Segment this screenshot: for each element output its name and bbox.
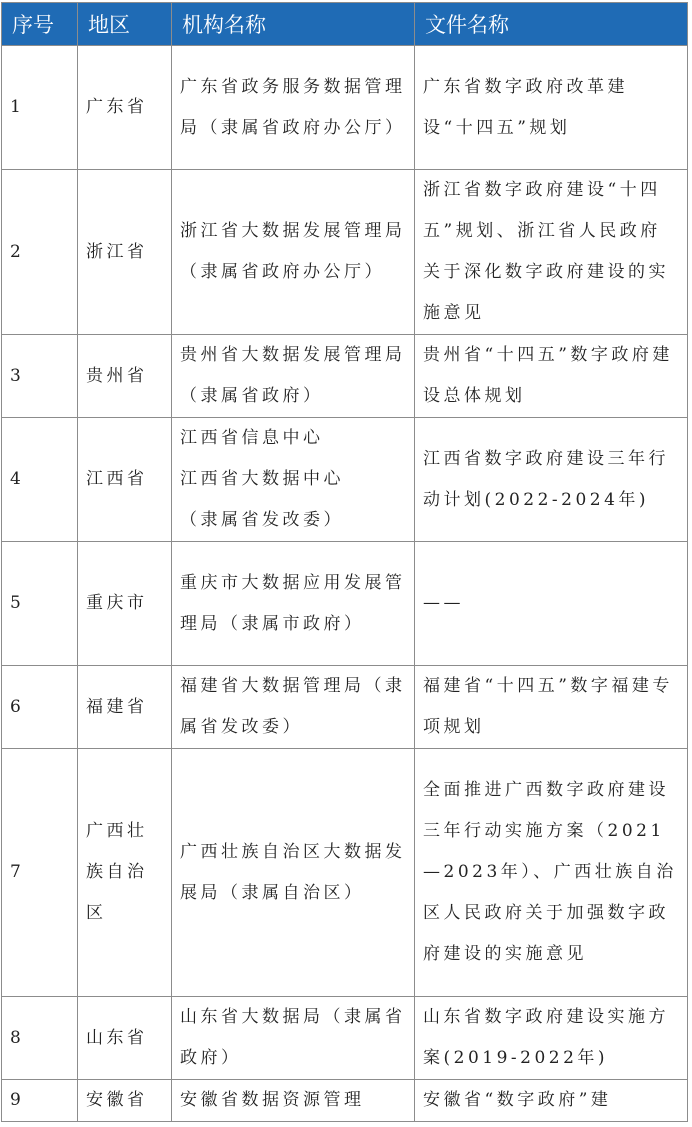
row-document: —— <box>415 542 688 666</box>
row-region: 福建省 <box>78 666 172 749</box>
row-region: 广西壮族自治区 <box>78 749 172 997</box>
row-document: 贵州省“十四五”数字政府建设总体规划 <box>415 335 688 418</box>
row-document: 山东省数字政府建设实施方案(2019-2022年) <box>415 997 688 1080</box>
table-row <box>2 666 688 749</box>
row-number: 4 <box>2 418 78 542</box>
row-number: 9 <box>2 1080 78 1122</box>
row-document: 浙江省数字政府建设“十四五”规划、浙江省人民政府关于深化数字政府建设的实施意见 <box>415 170 688 335</box>
row-region: 安徽省 <box>78 1080 172 1122</box>
header-region: 地区 <box>78 3 172 46</box>
table-header-row <box>2 3 688 46</box>
header-document: 文件名称 <box>415 3 688 46</box>
row-number: 3 <box>2 335 78 418</box>
row-region: 浙江省 <box>78 170 172 335</box>
row-organization: 山东省大数据局（隶属省政府） <box>172 997 415 1080</box>
row-region: 贵州省 <box>78 335 172 418</box>
row-organization: 广东省政务服务数据管理局（隶属省政府办公厅） <box>172 46 415 170</box>
table-row <box>2 170 688 335</box>
row-document: 江西省数字政府建设三年行动计划(2022-2024年) <box>415 418 688 542</box>
row-region: 重庆市 <box>78 542 172 666</box>
table-row <box>2 997 688 1080</box>
table-row <box>2 1080 688 1122</box>
row-document: 福建省“十四五”数字福建专项规划 <box>415 666 688 749</box>
row-organization: 福建省大数据管理局（隶属省发改委） <box>172 666 415 749</box>
row-region: 广东省 <box>78 46 172 170</box>
table-row <box>2 542 688 666</box>
row-organization: 浙江省大数据发展管理局（隶属省政府办公厅） <box>172 170 415 335</box>
table-row <box>2 749 688 997</box>
row-organization: 贵州省大数据发展管理局（隶属省政府） <box>172 335 415 418</box>
row-organization: 重庆市大数据应用发展管理局（隶属市政府） <box>172 542 415 666</box>
row-organization: 安徽省数据资源管理 <box>172 1080 415 1122</box>
row-document: 广东省数字政府改革建设“十四五”规划 <box>415 46 688 170</box>
header-number: 序号 <box>2 3 78 46</box>
row-region: 江西省 <box>78 418 172 542</box>
table-row <box>2 46 688 170</box>
policy-table <box>1 2 688 1122</box>
header-organization: 机构名称 <box>172 3 415 46</box>
row-document: 全面推进广西数字政府建设三年行动实施方案（2021—2023年）、广西壮族自治区人民政府关于加强数字政府建设的实施意见 <box>415 749 688 997</box>
row-organization: 广西壮族自治区大数据发展局（隶属自治区） <box>172 749 415 997</box>
row-number: 5 <box>2 542 78 666</box>
row-organization: 江西省信息中心 江西省大数据中心 （隶属省发改委） <box>172 418 415 542</box>
table-row <box>2 335 688 418</box>
row-region: 山东省 <box>78 997 172 1080</box>
row-number: 2 <box>2 170 78 335</box>
row-number: 8 <box>2 997 78 1080</box>
row-number: 6 <box>2 666 78 749</box>
row-number: 7 <box>2 749 78 997</box>
row-number: 1 <box>2 46 78 170</box>
row-document: 安徽省“数字政府”建 <box>415 1080 688 1122</box>
table-row <box>2 418 688 542</box>
